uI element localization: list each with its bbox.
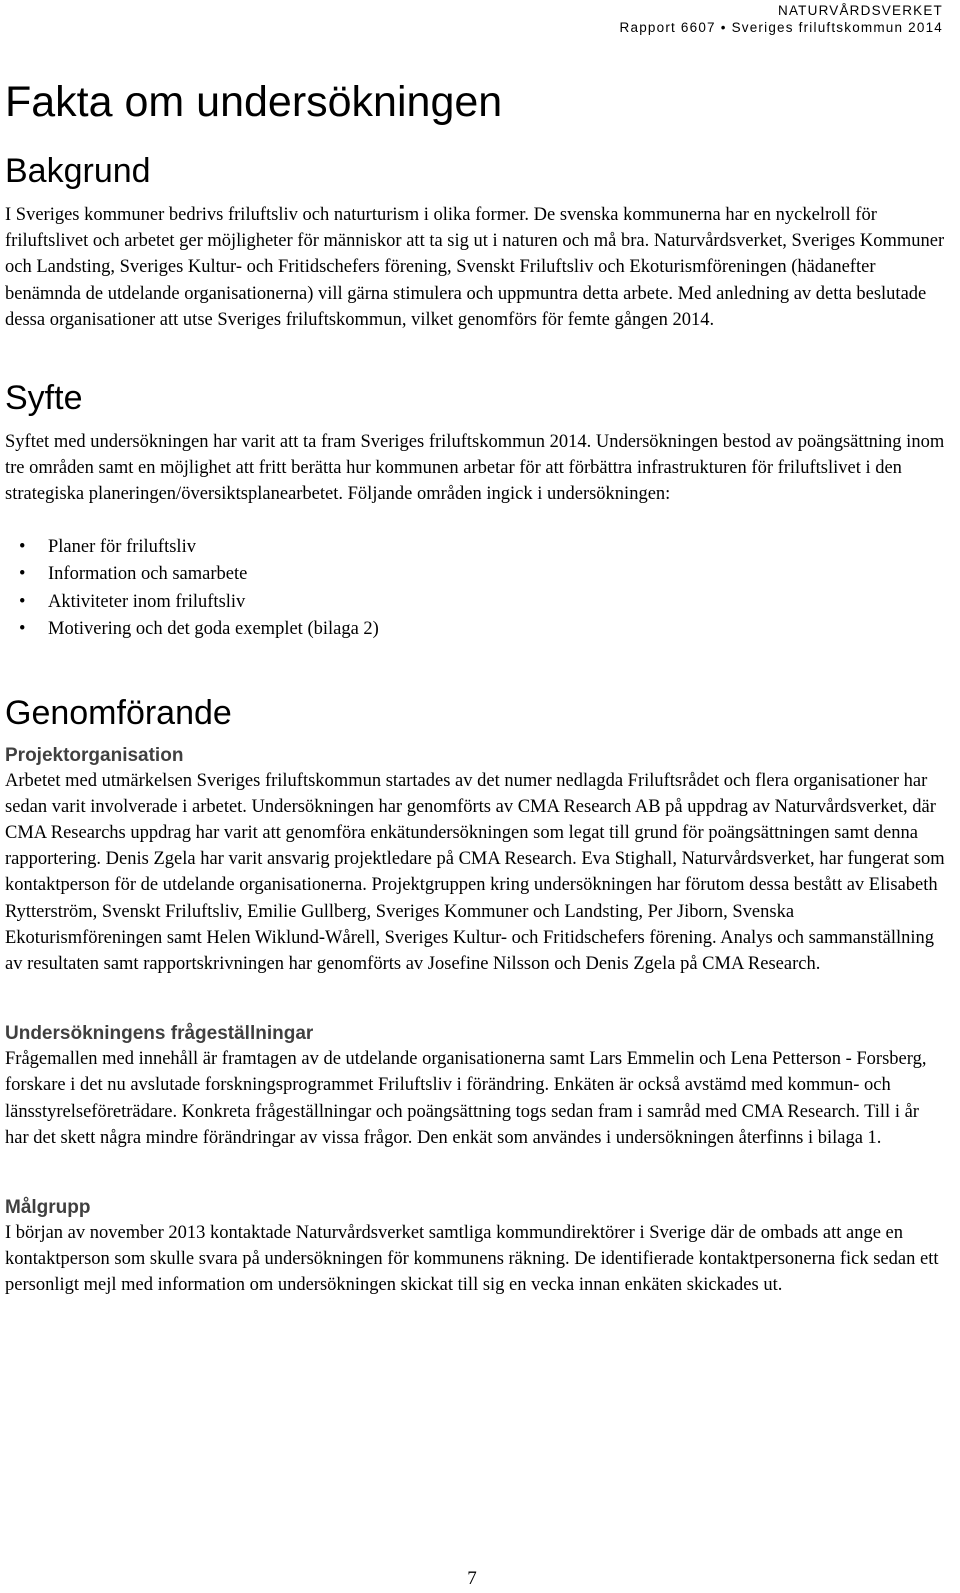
document-body <box>5 64 945 1299</box>
header-org: NATURVÅRDSVERKET <box>778 3 943 18</box>
page-title: Fakta om undersökningen <box>5 78 503 126</box>
header-report: Rapport 6607 • Sveriges friluftskommun 2014 <box>619 20 943 35</box>
areas-list <box>5 534 945 644</box>
paragraph-fragestallningar: Frågemallen med innehåll är framtagen av de utdelande organisationerna samt Lars Emmelin och Lena Petterson - Forsberg, forskare i det nu avslutade forskningsprogrammet Friluftsliv i förändring. Enkäten är också avstämd med kommun- och länsstyrelseföreträdare. Konkreta frågeställningar och poängsättning togs sedan fram i samråd med CMA Research. Till i år har det skett några mindre förändringar av vissa frågor. Den enkät som användes i undersökningen återfinns i bilaga 1. <box>5 1049 927 1148</box>
subheading-projektorganisation: Projektorganisation <box>5 744 184 766</box>
bullet-icon: • <box>19 536 26 557</box>
list-item: • Motivering och det goda exemplet (bilaga 2) <box>5 616 945 644</box>
heading-bakgrund: Bakgrund <box>5 152 151 190</box>
page-number: 7 <box>467 1568 477 1589</box>
heading-syfte: Syfte <box>5 379 83 418</box>
bullet-icon: • <box>19 591 26 612</box>
paragraph-projektorganisation: Arbetet med utmärkelsen Sveriges friluftskommun startades av det numer nedlagda Friluftsrådet och flera organisationer har sedan varit involverade i arbetet. Undersökningen har genomförts av CMA Research AB på uppdrag av Naturvårdsverket, där CMA Researchs uppdrag har varit att genomföra enkätundersökningen som legat till grund för poängsättningen samt denna rapportering. Denis Zgela har varit ansvarig projektledare på CMA Research. Eva Stighall, Naturvårdsverket, har fungerat som kontaktperson för de utdelande organisationerna. Projektgruppen kring undersökningen har förutom dessa bestått av Elisabeth Rytterström, Svenskt Friluftsliv, Emilie Gullberg, Sveriges Kommuner och Landsting, Per Jiborn, Svenska Ekoturismföreningen samt Helen Wiklund-Wårell, Sveriges Kultur- och Fritidschefers förening. Analys och sammanställning av resultaten samt rapportskrivningen har genomförts av Josefine Nilsson och Denis Zgela på CMA Research. <box>5 770 945 975</box>
page-header <box>620 2 943 36</box>
paragraph-syfte: Syftet med undersökningen har varit att ta fram Sveriges friluftskommun 2014. Undersökningen bestod av poängsättning inom tre områden samt en möjlighet att fritt berätta hur kommunen arbetar för att förbättra infrastrukturen för friluftslivet i den strategiska planeringen/översiktsplanearbetet. Följande områden ingick i undersökningen: <box>5 432 945 505</box>
bullet-icon: • <box>19 564 26 585</box>
bullet-icon: • <box>19 619 26 640</box>
paragraph-malgrupp: I början av november 2013 kontaktade Naturvårdsverket samtliga kommundirektörer i Sverige där de ombads att ange en kontaktperson som skulle svara på undersökningen för kommunens räkning. De identifierade kontaktpersonerna fick sedan ett personligt mejl med information om undersökningen skickat till sig en vecka innan enkäten skickades ut. <box>5 1223 939 1296</box>
list-item: • Planer för friluftsliv <box>5 534 945 562</box>
subheading-fragestallningar: Undersökningens frågeställningar <box>5 1023 314 1045</box>
list-item: • Information och samarbete <box>5 561 945 589</box>
subheading-malgrupp: Målgrupp <box>5 1197 91 1219</box>
list-item: • Aktiviteter inom friluftsliv <box>5 589 945 617</box>
paragraph-bakgrund: I Sveriges kommuner bedrivs friluftsliv och naturturism i olika former. De svenska kommunerna har en nyckelroll för friluftslivet och arbetet ger möjligheter för människor att ta sig ut i naturen och må bra. Naturvårdsverket, Sveriges Kommuner och Landsting, Sveriges Kultur- och Fritidschefers förening, Svenskt Friluftsliv och Ekoturismföreningen (hädanefter benämnda de utdelande organisationerna) vill gärna stimulera och uppmuntra detta arbete. Med anledning av detta beslutade dessa organisationer att utse Sveriges friluftskommun, vilket genomförs för femte gången 2014. <box>5 205 945 330</box>
heading-genomforande: Genomförande <box>5 693 232 732</box>
